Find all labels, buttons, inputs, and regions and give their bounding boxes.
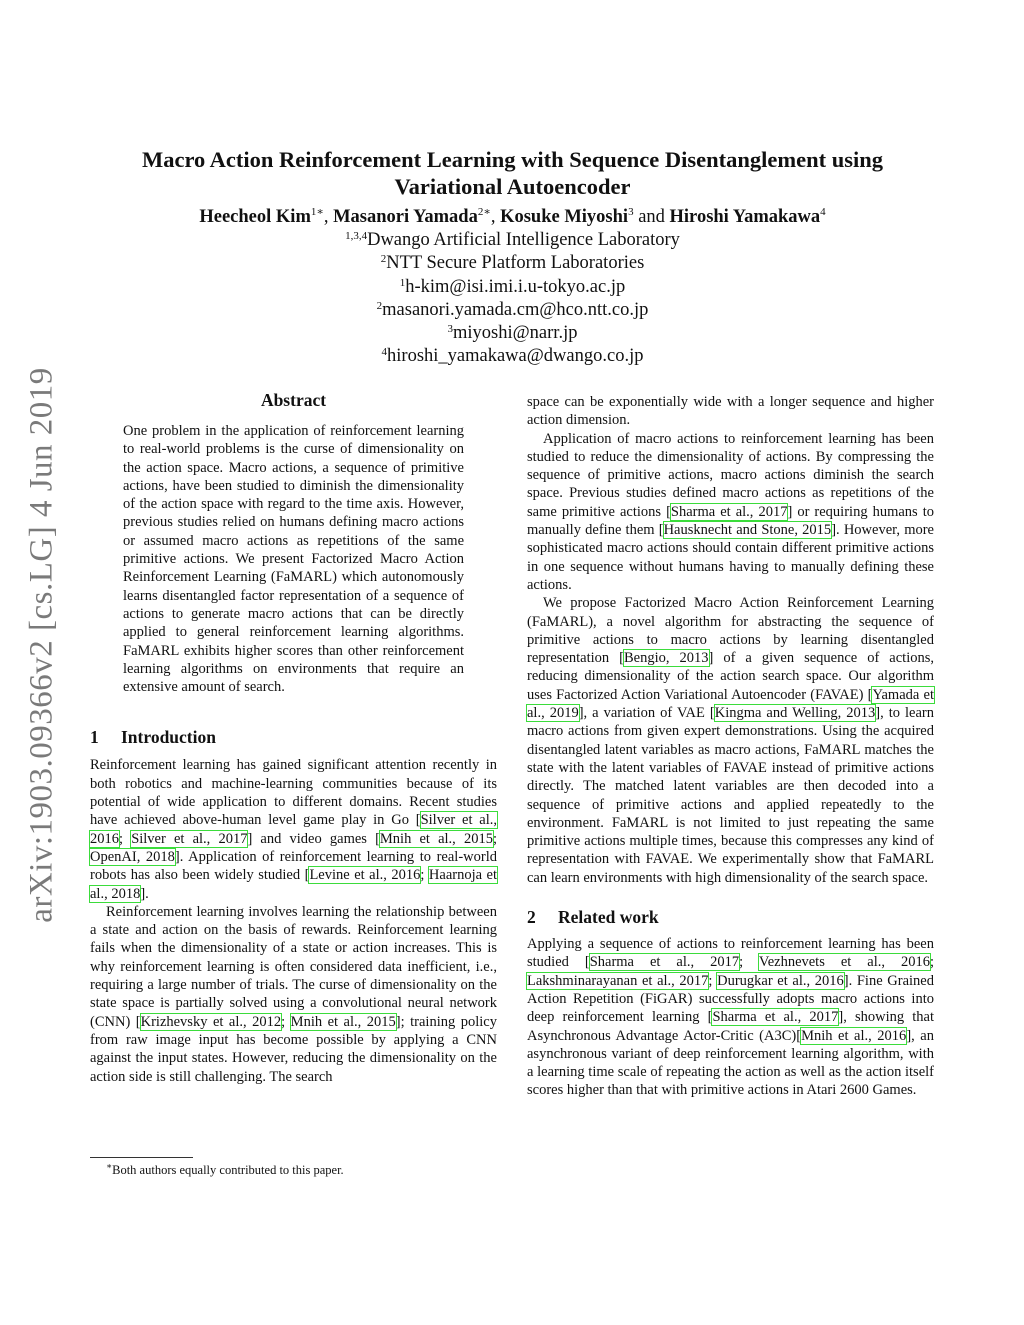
- arxiv-identifier: arXiv:1903.09366v2 [cs.LG] 4 Jun 2019: [23, 367, 60, 923]
- citation-link[interactable]: Lakshminarayanan et al., 2017: [527, 972, 709, 989]
- author-mark: 2∗: [477, 206, 491, 218]
- author-name: Kosuke Miyoshi: [500, 207, 629, 228]
- author-mark: 3: [628, 206, 634, 218]
- citation-link[interactable]: Haarnoja et al., 2018: [90, 867, 497, 902]
- citation-link[interactable]: Vezhnevets et al., 2016: [758, 954, 930, 971]
- section-heading-introduction: 1 Introduction: [90, 727, 216, 748]
- paper-title: Macro Action Reinforcement Learning with Sequence Disentanglement using Variational Autoencoder: [142, 147, 883, 199]
- left-column: [90, 390, 497, 1086]
- paragraph: Application of macro actions to reinforcement learning has been studied to reduce the dimensionality of actions. By compressing the sequence of primitive actions, macro actions diminish the search space. Previous studies defined macro actions as repetitions of the same primitive actions [Sharma et al., 2017] or requiring humans to manually define them [Hausknecht and Stone, 2015]. However, more sophisticated macro actions should contain different primitive actions in one sequence without humans having to manually defining these actions.: [527, 430, 934, 593]
- citation-link[interactable]: Sharma et al., 2017: [670, 503, 788, 520]
- citation-link[interactable]: Mnih et al., 2015: [290, 1013, 396, 1030]
- footnote-divider: [90, 1157, 193, 1158]
- citation-link[interactable]: Sharma et al., 2017: [712, 1009, 839, 1026]
- citation-link[interactable]: Mnih et al., 2016: [801, 1027, 907, 1044]
- author-email[interactable]: $^3$miyoshi@narr.jp: [447, 323, 578, 344]
- citation-link[interactable]: Yamada et al., 2019: [527, 686, 934, 722]
- affiliations: [90, 229, 935, 369]
- author-mark: 1∗: [310, 206, 324, 218]
- citation-link[interactable]: Bengio, 2013: [623, 650, 709, 667]
- author-name: Masanori Yamada: [333, 207, 478, 228]
- author-name: Hiroshi Yamakawa: [669, 207, 821, 228]
- abstract-heading: Abstract: [260, 390, 327, 410]
- affiliation-line: $^{1,3,4}$Dwango Artificial Intelligence Laboratory: [345, 230, 680, 250]
- author-list: Heecheol Kim$^{1∗}$, Masanori Yamada$^{2∗}$, Kosuke Miyoshi$^3$ and Hiroshi Yamakawa$^4$: [199, 206, 826, 228]
- section-heading-related-work: 2 Related work: [527, 907, 659, 928]
- citation-link[interactable]: Silver et al., 2017: [131, 830, 248, 847]
- author-email[interactable]: $^4$hiroshi_yamakawa@dwango.co.jp: [381, 346, 644, 367]
- citation-link[interactable]: Krizhevsky et al., 2012: [140, 1013, 282, 1030]
- citation-link[interactable]: Hausknecht and Stone, 2015: [663, 522, 832, 539]
- affiliation-line: $^2$NTT Secure Platform Laboratories: [380, 253, 645, 274]
- author-email[interactable]: $^2$masanori.yamada.cm@hco.ntt.co.jp: [376, 299, 649, 320]
- paragraph: We propose Factorized Macro Action Reinforcement Learning (FaMARL), a novel algorithm for abstracting the sequence of primitive actions to macro actions by learning disentangled representation [Bengio, 2013] of a given sequence of actions, reducing dimensionality of the action search space. Our algorithm uses Factorized Action Variational Autoencoder (FAVAE) [Yamada et al., 2019], a variation of VAE [Kingma and Welling, 2013], to learn macro actions from given expert demonstrations. Using the acquired disentangled latent variables as macro actions, FaMARL matches the state with the latent variables of FAVAE instead of primitive actions directly. The matched latent variables are then decoded into a sequence of primitive actions and applied repeatedly to the environment. FaMARL is not limited to just repeating the same primitive actions multiple times, because this compresses any kind of representation with FAVAE. We experimentally show that FaMARL can learn environments with high dimensionality of the search space.: [527, 595, 935, 886]
- citation-link[interactable]: Durugkar et al., 2016: [717, 972, 844, 989]
- citation-link[interactable]: OpenAI, 2018: [90, 848, 175, 865]
- citation-link[interactable]: Levine et al., 2016: [309, 867, 421, 884]
- author-name: Heecheol Kim: [199, 207, 311, 228]
- author-mark: 4: [820, 206, 826, 218]
- right-column: [527, 393, 934, 1100]
- citation-link[interactable]: Silver et al., 2016: [90, 812, 497, 847]
- citation-link[interactable]: Mnih et al., 2015: [379, 830, 493, 847]
- footnote: ∗Both authors equally contributed to this paper.: [106, 1161, 344, 1178]
- paragraph: space can be exponentially wide with a longer sequence and higher action dimension.: [527, 394, 934, 429]
- paragraph: Applying a sequence of actions to reinforcement learning has been studied [Sharma et al., 2017; Vezhnevets et al., 2016; Lakshminarayanan et al., 2017; Durugkar et al., 2016]. Fine Grained Action Repetition (FiGAR) successfully adopts macro actions into deep reinforcement learning [Sharma et al., 2017], showing that Asynchronous Advantage Actor-Critic (A3C)[Mnih et al., 2016], an asynchronous variant of deep reinforcement learning algorithm, with a learning time scale of repeating the action as well as the action itself scores higher than that with primitive actions in Atari 2600 Games.: [527, 936, 934, 1099]
- paragraph: Reinforcement learning has gained significant attention recently in both robotics and machine-learning communities because of its potential of wide application to different domains. Recent studies have achieved above-human level game play in Go [Silver et al., 2016; Silver et al., 2017] and video games [Mnih et al., 2015; OpenAI, 2018]. Application of reinforcement learning to real-world robots has also been widely studied [Levine et al., 2016; Haarnoja et al., 2018].: [90, 757, 497, 902]
- citation-link[interactable]: Kingma and Welling, 2013: [714, 705, 876, 722]
- paragraph: Reinforcement learning involves learning the relationship between a state and action on the basis of rewards. Reinforcement learning fails when the dimensionality of a state or action increases. This is why reinforcement learning is often considered data inefficient, i.e., requiring a large number of trials. The curse of dimensionality on the state space is partially solved using a convolutional neural network (CNN) [Krizhevsky et al., 2012; Mnih et al., 2015]; training policy from raw image input has become possible by applying a CNN against the input states. However, reducing the dimensionality on the action side is still challenging. The search: [90, 903, 497, 1085]
- abstract-text: One problem in the application of reinforcement learning to real-world problems is the curse of dimensionality on the action space. Macro actions, a sequence of primitive actions, have been studied to diminish the dimensionality of the action space with regard to the time axis. However, previous studies relied on humans defining macro actions or assumed macro actions as repetitions of the same primitive actions. We present Factorized Macro Action Reinforcement Learning (FaMARL) which autonomously learns disentangled factor representation of a sequence of actions to generate macro actions that can be directly applied to general reinforcement learning algorithms. FaMARL exhibits higher scores than other reinforcement learning algorithms on environments that require an extensive amount of search.: [123, 423, 464, 696]
- author-email[interactable]: $^1$h-kim@isi.imi.i.u-tokyo.ac.jp: [399, 276, 626, 297]
- citation-link[interactable]: Sharma et al., 2017: [589, 954, 740, 971]
